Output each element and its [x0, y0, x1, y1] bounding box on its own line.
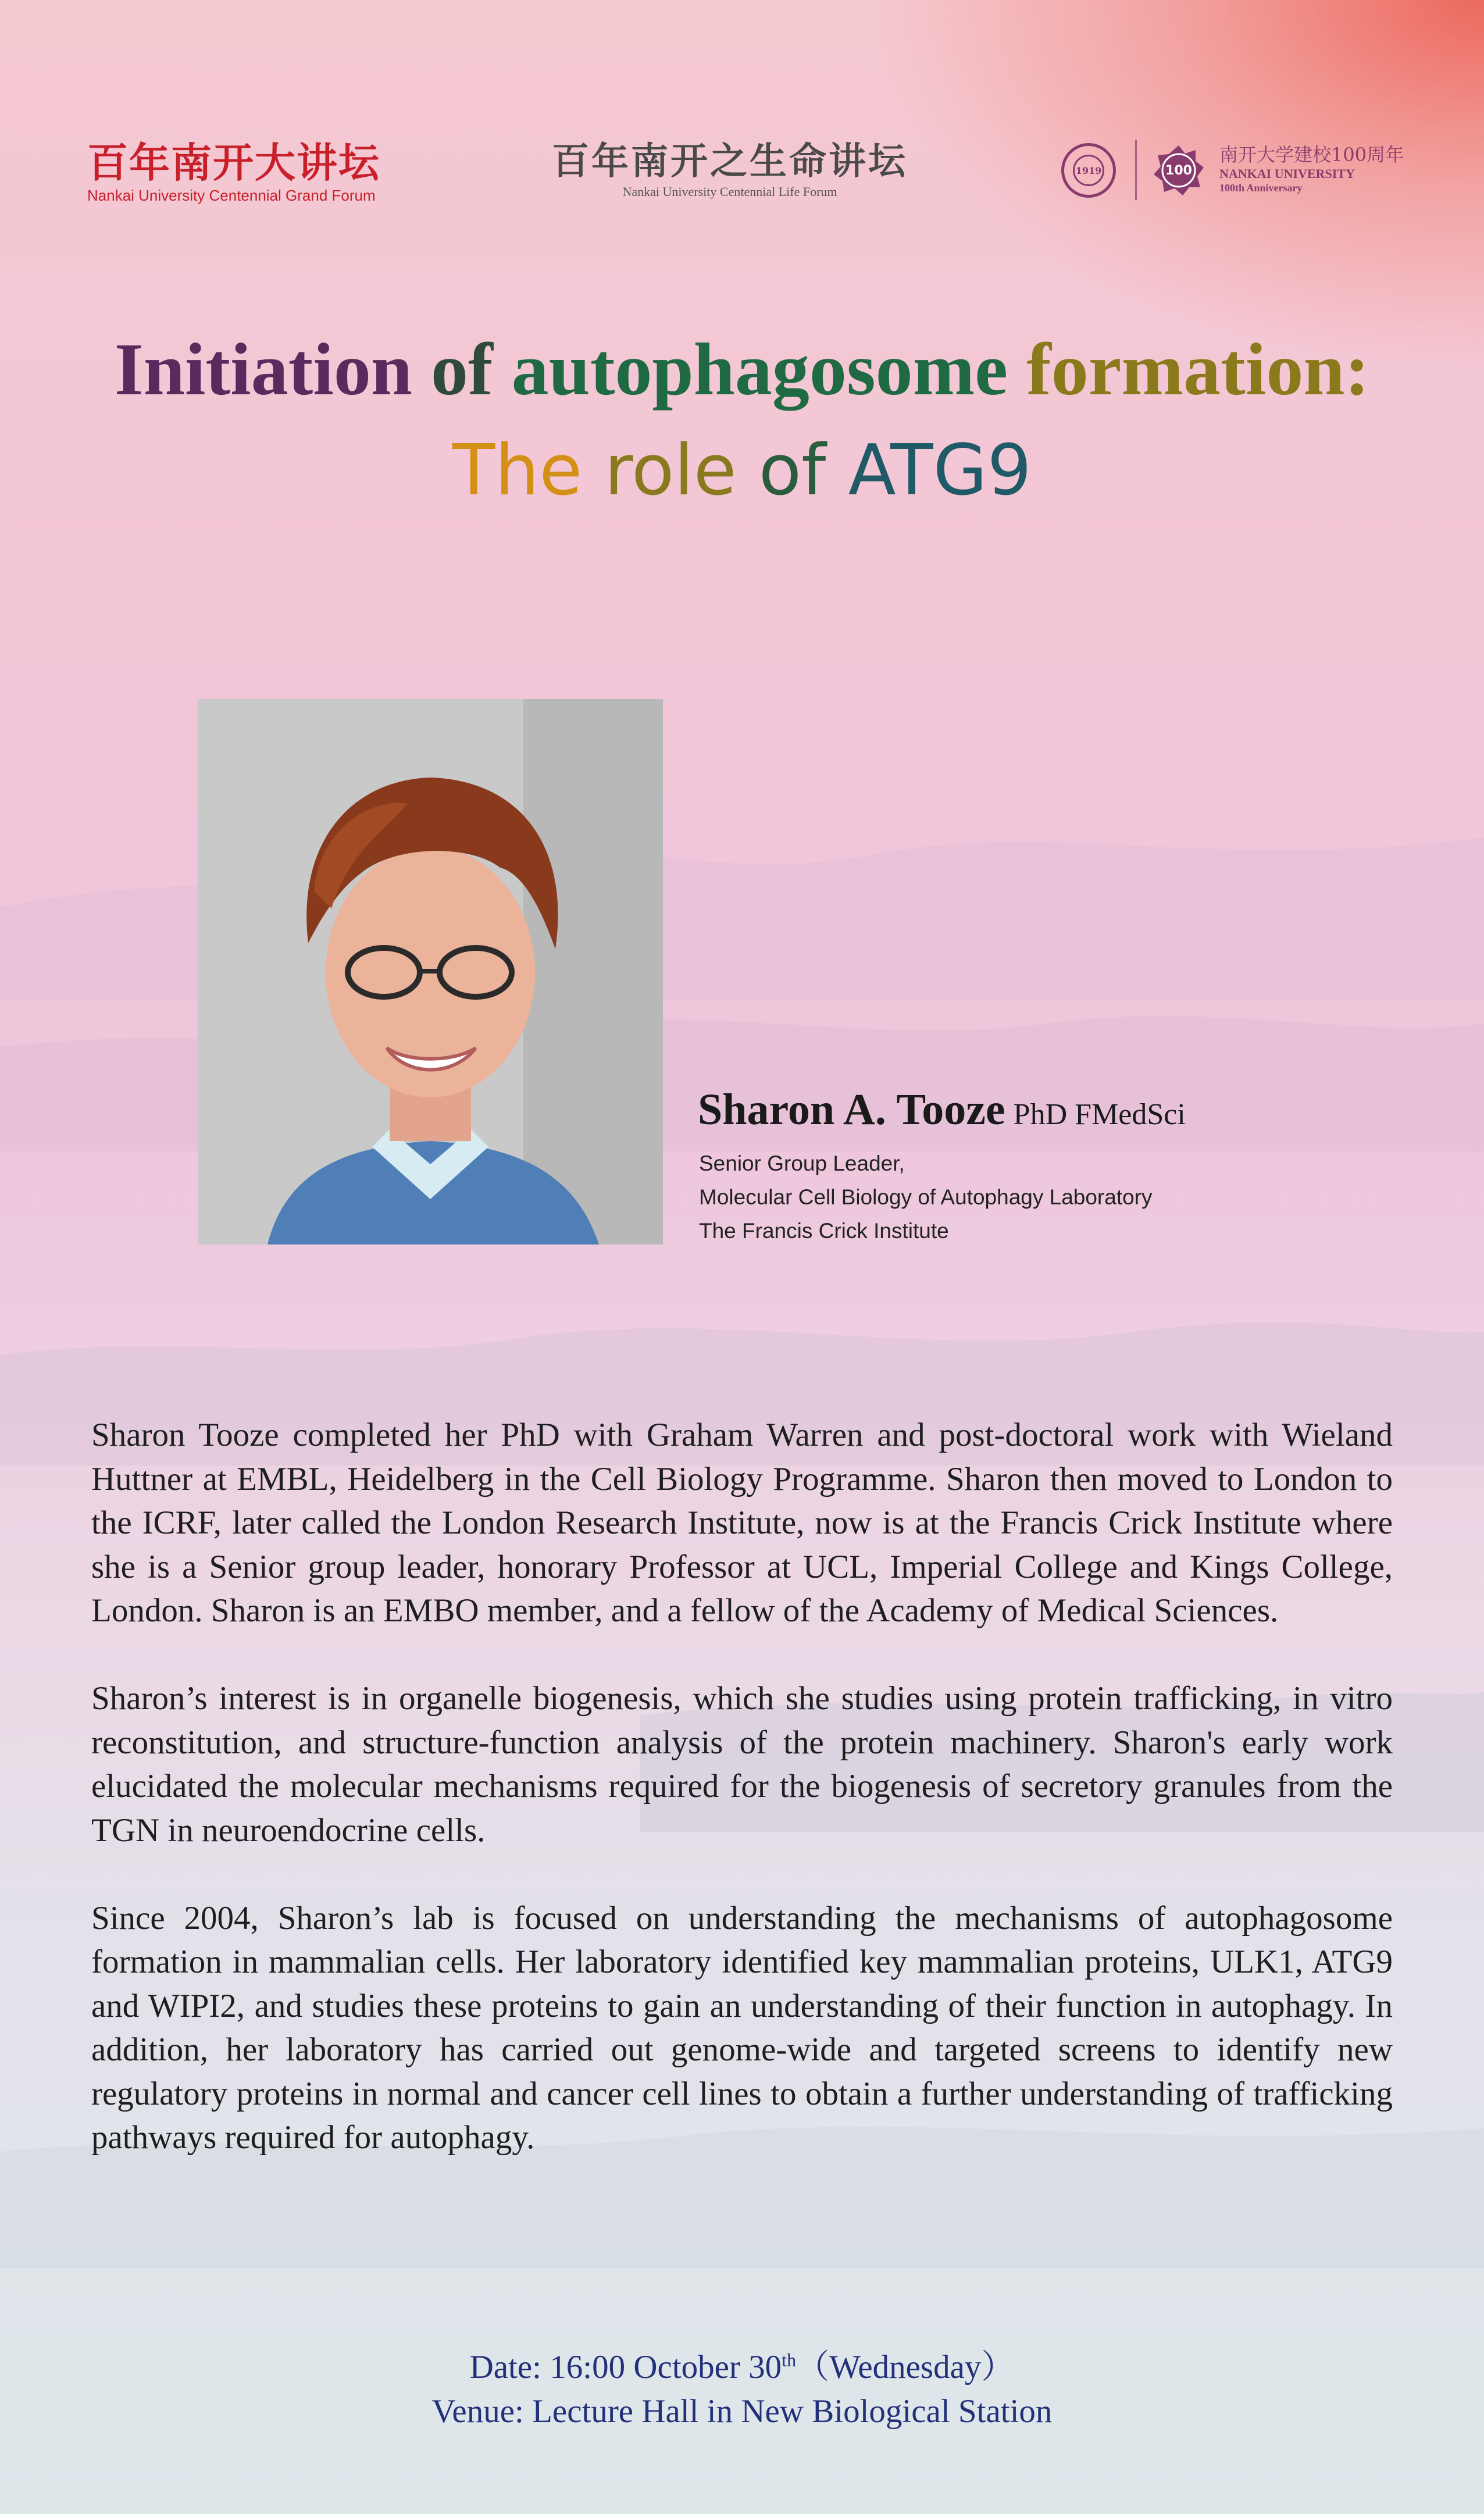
- speaker-lab: Molecular Cell Biology of Autophagy Laboratory: [699, 1185, 1153, 1209]
- anniversary-university: NANKAI UNIVERSITY: [1219, 166, 1355, 181]
- life-forum-logo: [550, 140, 910, 204]
- anniversary-subtitle: 100th Anniversary: [1219, 182, 1303, 194]
- lecture-title-line2: The role of ATG9: [452, 430, 1032, 511]
- event-venue: Venue: Lecture Hall in New Biological Station: [431, 2393, 1053, 2430]
- lecture-title-line1: Initiation of autophagosome formation:: [114, 328, 1370, 411]
- speaker-degrees: PhD FMedSci: [1013, 1098, 1186, 1131]
- speaker-affiliation: [699, 1147, 1153, 1248]
- speaker-biography: [91, 1413, 1393, 2203]
- event-date: Date: 16:00 October 30th（Wednesday）: [469, 2349, 1015, 2385]
- life-forum-logo-chinese: 百年南开之生命讲坛: [552, 140, 908, 183]
- forum-logo-chinese: 百年南开大讲坛: [87, 139, 380, 187]
- speaker-name: Sharon A. Tooze: [698, 1085, 1005, 1134]
- speaker-name-block: [698, 1085, 1186, 1135]
- forum-logo-english: Nankai University Centennial Grand Forum: [87, 187, 376, 204]
- anniversary-logo: [1061, 140, 1410, 204]
- speaker-position: Senior Group Leader,: [699, 1151, 905, 1175]
- event-details: [0, 2338, 1484, 2434]
- life-forum-logo-english: Nankai University Centennial Life Forum: [622, 184, 837, 199]
- anniversary-chinese: 南开大学建校100周年: [1219, 144, 1404, 166]
- bio-paragraph: Sharon’s interest is in organelle biogenesis, which she studies using protein trafficking, in vitro reconstitution, and structure-function analysis of the protein machinery. Sharon's early work elucidated the molecular mechanisms required for the biogenesis of secretory granules from the TGN in neuroendocrine cells.: [91, 1680, 1393, 1849]
- logo-divider: [1135, 140, 1137, 200]
- bio-paragraph: Sharon Tooze completed her PhD with Graham Warren and post-doctoral work with Wieland Huttner at EMBL, Heidelberg in the Cell Biology Programme. Sharon then moved to London to the ICRF, later called the London Research Institute, now is at the Francis Crick Institute where she is a Senior group leader, honorary Professor at UCL, Imperial College and Kings College, London. Sharon is an EMBO member, and a fellow of the Academy of Medical Sciences.: [91, 1417, 1393, 1629]
- bio-paragraph: Since 2004, Sharon’s lab is focused on understanding the mechanisms of autophagosome formation in mammalian cells. Her laboratory identified key mammalian proteins, ULK1, ATG9 and WIPI2, and studies these proteins to gain an understanding of their function in autophagy. In addition, her laboratory has carried out genome-wide and targeted screens to identify new regulatory proteins in normal and cancer cell lines to obtain a further understanding of trafficking pathways required for autophagy.: [91, 1899, 1393, 2156]
- university-seal-icon: 1919: [1061, 143, 1116, 198]
- centennial-grand-forum-logo: [87, 140, 390, 206]
- speaker-photo: [198, 699, 663, 1244]
- anniversary-badge-icon: 100: [1153, 144, 1205, 197]
- speaker-institute: The Francis Crick Institute: [699, 1219, 949, 1243]
